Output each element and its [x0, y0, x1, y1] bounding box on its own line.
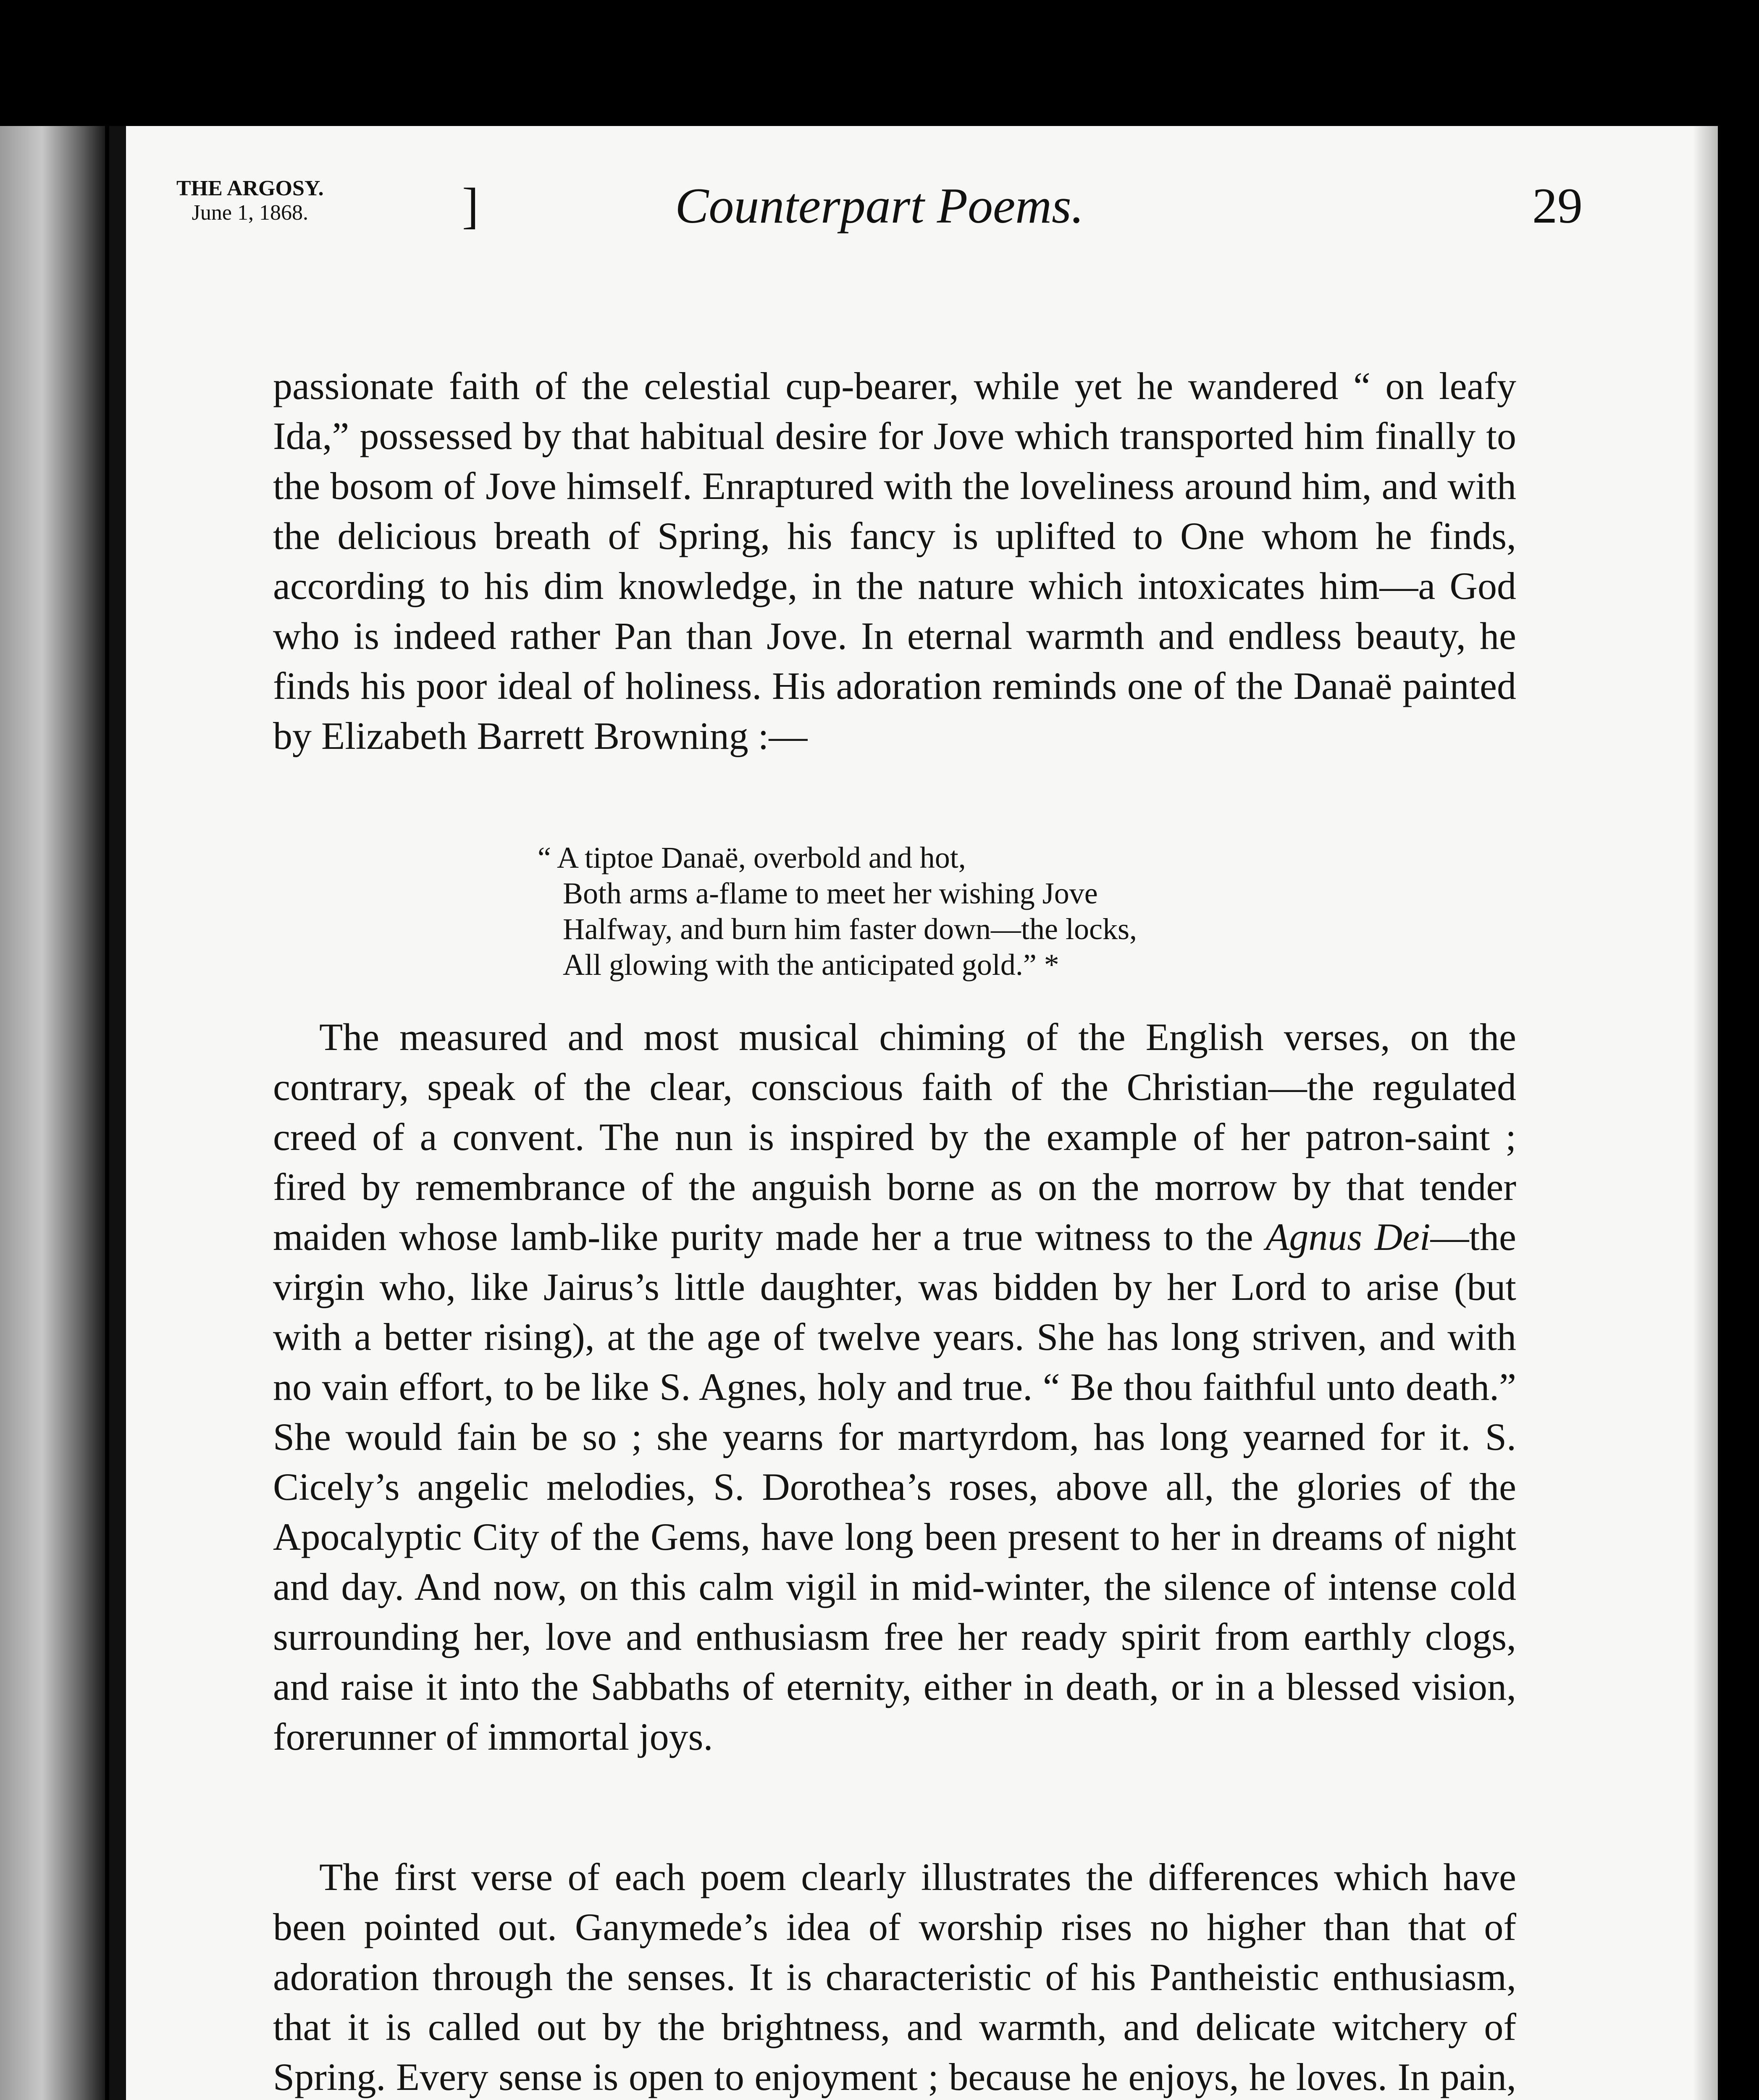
page-title: Counterpart Poems.	[675, 178, 1084, 234]
quote-line: “ A tiptoe Danaë, overbold and hot,	[538, 841, 966, 874]
paragraph-3-text: The first verse of each poem clearly illustrates the differences which have been pointed out. Ganymede’s idea of worship rises no higher than that of adoration through the senses. It is characteristic of his Pantheistic enthusiasm, that it is called out by the brightness, and warmth, and delicate witchery of Spring. Every sense is open to enjoyment ; because he enjoys, he loves. In pain,	[273, 1856, 1516, 2098]
block-quote	[538, 840, 1336, 983]
quote-line: Both arms a-flame to meet her wishing Jove	[563, 877, 1098, 910]
agnus-dei-italic: Agnus Dei	[1265, 1215, 1431, 1258]
paragraph-2	[273, 1012, 1516, 1762]
page-number: 29	[1532, 178, 1583, 234]
quote-line: Halfway, and burn him faster down—the locks,	[563, 912, 1137, 946]
publication-name: THE ARGOSY.	[176, 176, 324, 200]
paragraph-2-part-a: The measured and most musical chiming of the English verses, on the contrary, speak of the clear, conscious faith of the Christian—the regulated creed of a convent. The nun is inspired by the example of her patron-saint ; fired by remembrance of the anguish borne as on the morrow by that tender maiden whose lamb-like purity made her a true witness to the	[273, 1016, 1516, 1258]
paragraph-1	[273, 361, 1516, 761]
publication-date: June 1, 1868.	[192, 201, 308, 225]
paragraph-2-part-b: —the virgin who, like Jairus’s little daughter, was bidden by her Lord to arise (but with a better rising), at the age of twelve years. She has long striven, and with no vain effort, to be like S. Agnes, holy and true. “ Be thou faithful unto death.” She would fain be so ; she yearns for martyrdom, has long yearned for it. S. Cicely’s angelic melodies, S. Dorothea’s roses, above all, the glories of the Apocalyptic City of the Gems, have long been present to her in dreams of night and day. And now, on this calm vigil in mid-winter, the silence of intense cold surrounding her, love and enthusiasm free her ready spirit from earthly clogs, and raise it into the Sabbaths of eternity, either in death, or in a blessed vision, forerunner of immortal joys.	[273, 1215, 1516, 1758]
previous-page-edge	[0, 126, 105, 2100]
paragraph-2-text	[273, 1012, 1516, 1762]
paragraph-1-text: passionate faith of the celestial cup-bearer, while yet he wandered “ on leafy Ida,” possessed by that habitual desire for Jove which transported him finally to the bosom of Jove himself. Enraptured with the loveliness around him, and with the delicious breath of Spring, his fancy is uplifted to One whom he finds, according to his dim knowledge, in the nature which intoxicates him—a God who is indeed rather Pan than Jove. In eternal warmth and endless beauty, he finds his poor ideal of holiness. His adoration reminds one of the Danaë painted by Elizabeth Barrett Browning :—	[273, 365, 1516, 757]
header-bracket: ]	[462, 178, 479, 234]
paragraph-3	[273, 1852, 1516, 2100]
quote-line: All glowing with the anticipated gold.” *	[563, 948, 1059, 982]
